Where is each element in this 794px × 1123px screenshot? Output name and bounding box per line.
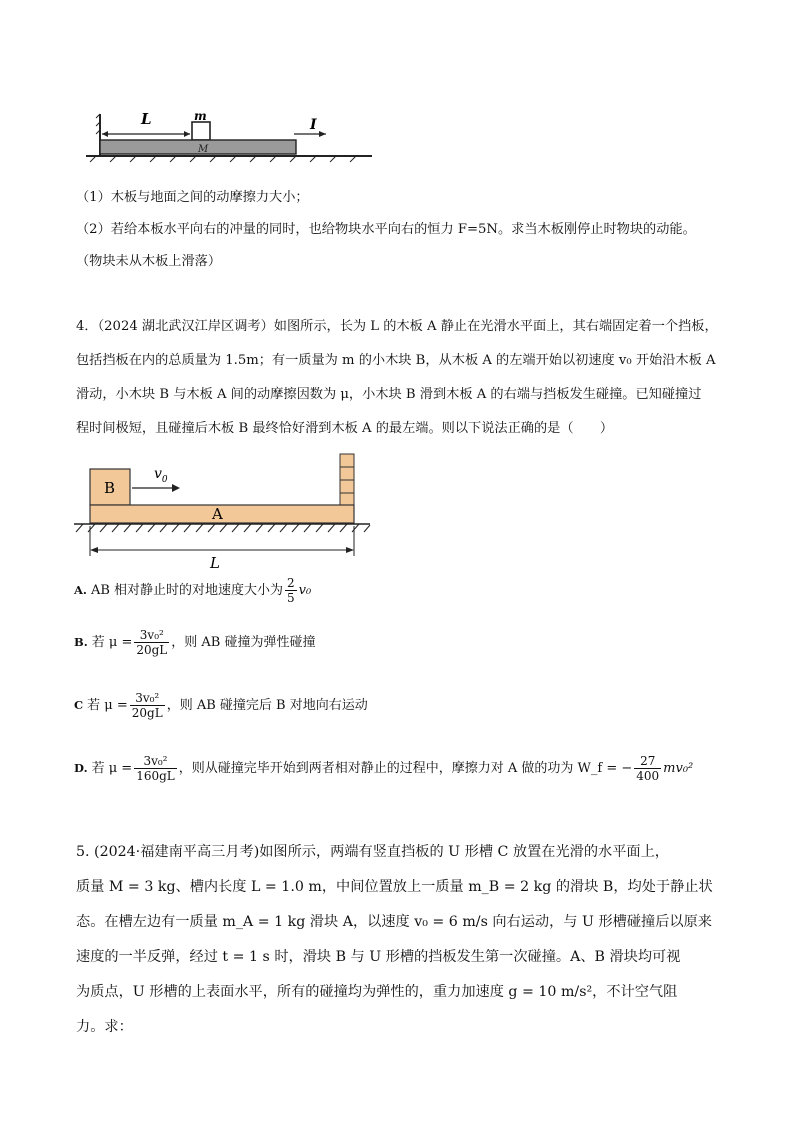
option-C-text: 若 μ = — [87, 698, 128, 713]
option-B-num: 3v₀² — [134, 628, 169, 643]
q5-line4: 速度的一半反弹，经过 t = 1 s 时，滑块 B 与 U 形槽的挡板发生第一次碰撞。A、B 滑块均可视 — [76, 949, 681, 965]
label-M: M — [198, 144, 209, 155]
option-B-den: 20gL — [136, 643, 168, 657]
ground-2 — [74, 524, 370, 532]
option-D[interactable] — [74, 754, 693, 783]
q3-sub1: （1）木板与地面之间的动摩擦力大小； — [76, 190, 309, 205]
option-D-mid: ，则从碰撞完毕开始到两者相对静止的过程中，摩擦力对 A 做的功为 W_f = − — [178, 761, 633, 776]
option-D-text: 若 μ = — [91, 761, 133, 776]
option-C[interactable] — [74, 691, 368, 720]
option-A-tail: v₀ — [298, 583, 312, 598]
block-m — [192, 122, 210, 140]
board-A-label: A — [212, 505, 223, 523]
q5-line6: 力。求： — [76, 1019, 133, 1035]
length-arrow — [102, 131, 190, 137]
option-D-den: 160gL — [136, 769, 175, 783]
option-A-num: 2 — [287, 576, 295, 590]
option-D-num2: 27 — [634, 754, 661, 769]
q5-line2: 质量 M = 3 kg、槽内长度 L = 1.0 m，中间位置放上一质量 m_B = 2 kg 的滑块 B，均处于静止状 — [76, 879, 713, 895]
option-B-text: 若 μ = — [91, 635, 133, 650]
option-D-den2: 400 — [636, 769, 660, 783]
velocity-subscript: 0 — [161, 475, 168, 485]
figure-board-impulse — [86, 108, 376, 170]
option-A-fraction — [285, 576, 297, 605]
figure-board-with-baffle — [72, 452, 372, 574]
q3-sub3: （物块未从木板上滑落） — [76, 254, 222, 269]
option-B[interactable] — [74, 628, 315, 657]
length-dimension — [90, 526, 354, 556]
q5-line3: 态。在槽左边有一质量 m_A = 1 kg 滑块 A，以速度 v₀ = 6 m/s 向右运动，与 U 形槽碰撞后以原来 — [76, 914, 712, 930]
label-m: m — [194, 109, 207, 123]
option-D-label: D. — [74, 761, 88, 775]
option-B-tail: ，则 AB 碰撞为弹性碰撞 — [171, 635, 316, 650]
option-D-fraction2 — [634, 754, 661, 783]
label-L: L — [141, 110, 152, 128]
option-D-fraction — [134, 754, 177, 783]
q5-line5: 为质点，U 形槽的上表面水平，所有的碰撞均为弹性的，重力加速度 g = 10 m/s²，不计空气阻 — [76, 984, 678, 1000]
option-D-num: 3v₀² — [134, 754, 177, 769]
option-A-label: A. — [74, 583, 87, 597]
q4-line3: 滑动，小木块 B 与木板 A 间的动摩擦因数为 μ，小木块 B 滑到木板 A 的右端与挡板发生碰撞。已知碰撞过 — [76, 387, 702, 402]
ground — [86, 156, 372, 162]
q4-line1: 4．（2024 湖北武汉江岸区调考）如图所示，长为 L 的木板 A 静止在光滑水平面上，其右端固定着一个挡板， — [76, 319, 718, 334]
velocity-label — [154, 466, 168, 485]
option-C-num: 3v₀² — [130, 691, 165, 706]
velocity-symbol: v — [154, 466, 162, 482]
label-I: I — [310, 117, 317, 133]
velocity-arrow — [132, 484, 180, 492]
option-C-den: 20gL — [131, 706, 163, 720]
option-A-text: AB 相对静止时的对地速度大小为 — [90, 583, 284, 598]
q3-sub2: （2）若给本板水平向右的冲量的同时，也给物块水平向右的恒力 F=5N。求当木板刚停止时物块的动能。 — [76, 222, 696, 237]
option-C-fraction — [130, 691, 165, 720]
option-C-label: C — [74, 698, 84, 712]
option-A-den: 5 — [287, 591, 295, 605]
baffle — [340, 454, 354, 506]
option-B-label: B. — [74, 635, 88, 649]
q5-line1: 5. (2024·福建南平高三月考)如图所示，两端有竖直挡板的 U 形槽 C 放置在光滑的水平面上， — [76, 844, 669, 860]
option-A[interactable] — [74, 576, 311, 605]
length-label: L — [210, 554, 220, 572]
q4-line4: 程时间极短，且碰撞后木板 B 最终恰好滑到木板 A 的最左端。则以下说法正确的是（ ） — [76, 421, 614, 436]
option-D-tail: mv₀² — [663, 761, 694, 776]
block-B-label: B — [104, 479, 116, 497]
option-C-tail: ，则 AB 碰撞完后 B 对地向右运动 — [166, 698, 368, 713]
q4-line2: 包括挡板在内的总质量为 1.5m；有一质量为 m 的小木块 B，从木板 A 的左端开始以初速度 v₀ 开始沿木板 A — [76, 353, 716, 368]
option-B-fraction — [134, 628, 169, 657]
